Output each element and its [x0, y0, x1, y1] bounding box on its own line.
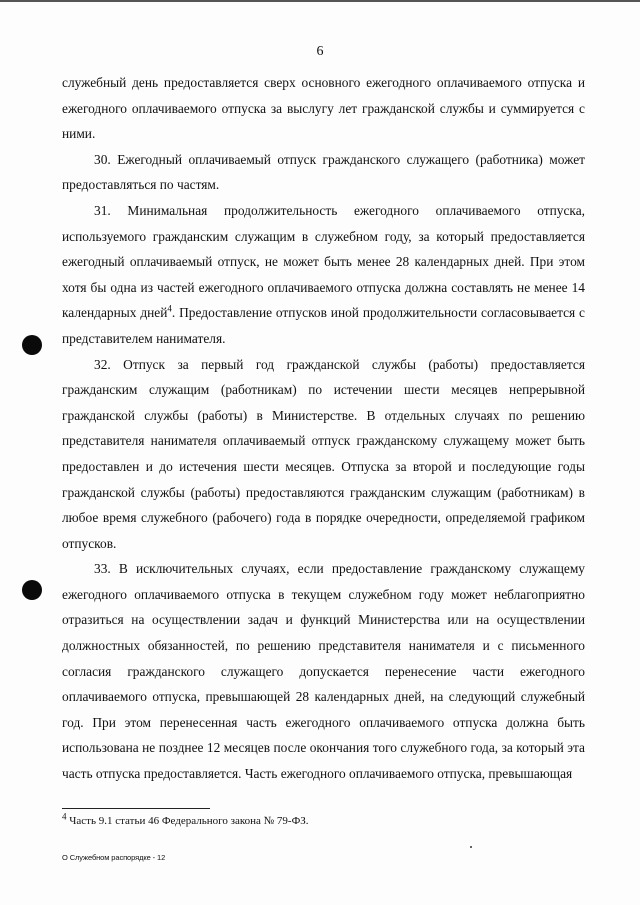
document-footer: О Служебном распорядке - 12	[62, 853, 166, 862]
paragraph-32: 32. Отпуск за первый год гражданской службы (работы) предоставляется гражданским служащим (работникам) по истечении шести месяцев непрерывной гражданской службы (работы) в Министерстве. В отдельных случаях по решению представителя нанимателя оплачиваемый отпуск гражданскому служащему может быть предоставлен и до истечения шести месяцев. Отпуска за второй и последующие годы гражданской службы (работы) предоставляются гражданским служащим (работникам) в любое время служебного (рабочего) года в порядке очередности, определяемой графиком отпусков.	[62, 356, 585, 551]
footnote-reference: 4	[167, 303, 172, 314]
footnote-text: Часть 9.1 статьи 46 Федерального закона № 79-ФЗ.	[66, 815, 309, 827]
page-number: 6	[316, 44, 324, 59]
footnote	[62, 811, 309, 828]
paragraph-33: 33. В исключительных случаях, если предоставление гражданскому служащему ежегодного оплачиваемого отпуска в текущем служебном году может неблагоприятно отразиться на осуществлении задач и функций Министерства или на осуществлении должностных обязанностей, по решению представителя нанимателя и с письменного согласия гражданского служащего допускается перенесение части ежегодного оплачиваемого отпуска, превышающей 28 календарных дней, на следующий служебный год. При этом перенесенная часть ежегодного оплачиваемого отпуска должна быть использована не позднее 12 месяцев после окончания того служебного года, за который эта часть отпуска предоставляется. Часть ежегодного оплачиваемого отпуска, превышающая	[62, 561, 585, 782]
body-text	[62, 70, 585, 787]
punch-hole-upper	[22, 335, 42, 355]
punch-hole-lower	[22, 580, 42, 600]
paragraph-31-text: 31. Минимальная продолжительность ежегодного оплачиваемого отпуска, используемого гражданским служащим в служебном году, за который предоставляется ежегодный оплачиваемый отпуск, не может быть менее 28 календарных дней. При этом хотя бы одна из частей ежегодного оплачиваемого отпуска должна составлять не менее 14 календарных дней	[62, 202, 585, 321]
top-edge-rule	[0, 0, 640, 2]
paragraph-continuation: служебный день предоставляется сверх основного ежегодного оплачиваемого отпуска и ежегодного оплачиваемого отпуска за выслугу лет гражданской службы и суммируется с ними.	[62, 75, 585, 142]
footnote-separator	[62, 808, 210, 809]
paragraph-31	[62, 198, 585, 352]
paragraph-30: 30. Ежегодный оплачиваемый отпуск гражданского служащего (работника) может предоставляться по частям.	[62, 151, 585, 193]
paragraph-31-text-end: . Предоставление отпусков иной продолжительности согласовывается с представителем нанимателя.	[62, 305, 586, 346]
footnote-number: 4	[62, 811, 67, 822]
scan-speck	[470, 846, 472, 848]
